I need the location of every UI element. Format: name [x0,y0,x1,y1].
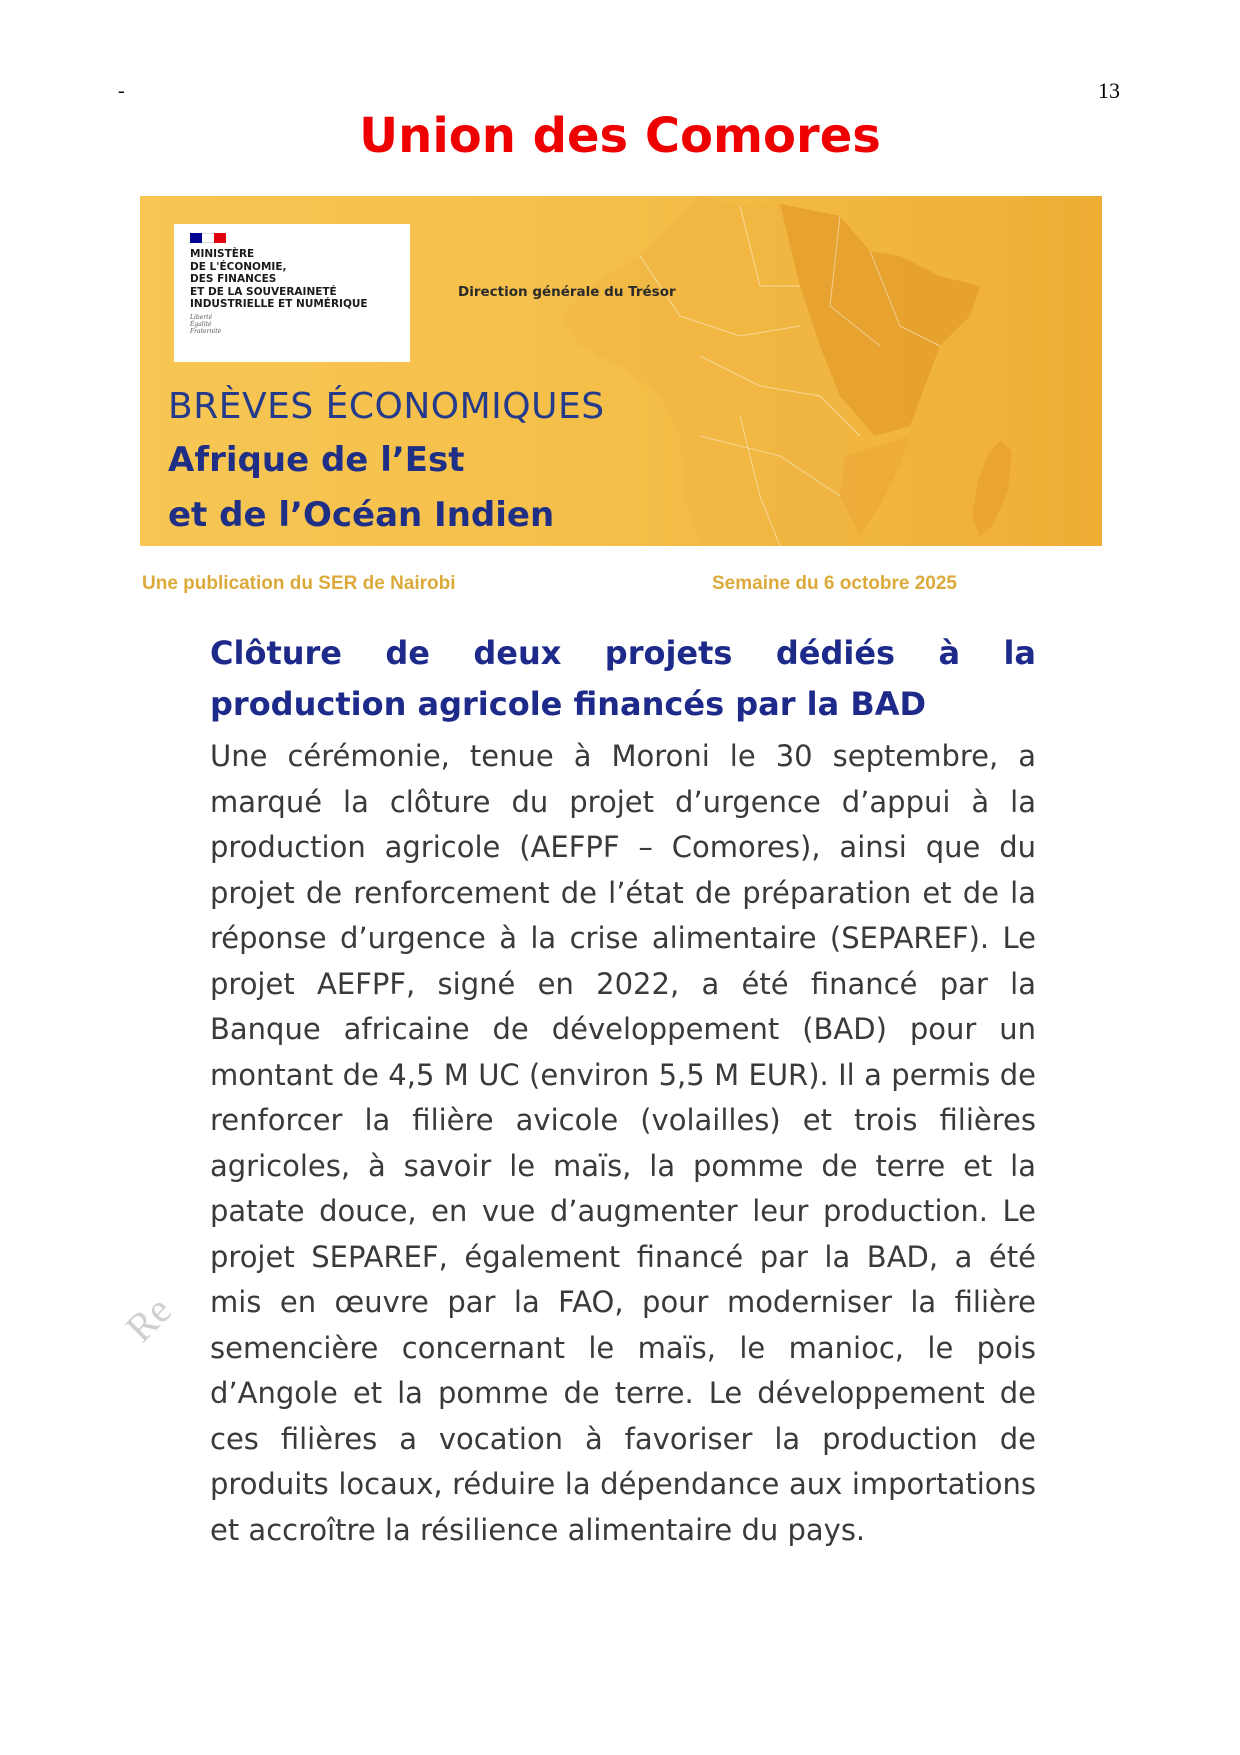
publication-week: Semaine du 6 octobre 2025 [712,573,957,594]
ministry-name: MINISTÈRE DE L'ÉCONOMIE, DES FINANCES ET DE LA SOUVERAINETÉ INDUSTRIELLE ET NUMÉRIQUE [190,248,368,310]
direction-label: Direction générale du Trésor [458,284,676,300]
flag-stripe-red [214,233,226,243]
republic-motto: Liberté Égalité Fraternité [190,314,222,335]
page-title: Union des Comores [359,108,881,164]
article [210,628,1036,1553]
french-flag-icon [190,233,226,243]
region-line-1: Afrique de l’Est [168,440,465,480]
flag-stripe-white [202,233,214,243]
watermark-text: Re [116,1287,180,1351]
header-dash: - [118,80,125,102]
article-body: Une cérémonie, tenue à Moroni le 30 septembre, a marqué la clôture du projet d’urgence d’appui à la production agricole (AEFPF – Comores), ainsi que du projet de renforcement de l’état de préparation et de la réponse d’urgence à la crise alimentaire (SEPAREF). Le projet AEFPF, signé en 2022, a été financé par la Banque africaine de développement (BAD) pour un montant de 4,5 M UC (environ 5,5 M EUR). Il a permis de renforcer la filière avicole (volailles) et trois filières agricoles, à savoir le maïs, la pomme de terre et la patate douce, en vue d’augmenter leur production. Le projet SEPAREF, également financé par la BAD, a été mis en œuvre par la FAO, pour moderniser la filière semencière concernant le maïs, le manioc, le pois d’Angole et la pomme de terre. Le développement de ces filières a vocation à favoriser la production de produits locaux, réduire la dépendance aux importations et accroître la résilience alimentaire du pays. [210,739,1036,1547]
series-title: BRÈVES ÉCONOMIQUES [168,386,605,427]
region-line-2: et de l’Océan Indien [168,495,555,535]
flag-stripe-blue [190,233,202,243]
page-number: 13 [1098,78,1120,103]
ministry-logo-box [174,224,410,362]
article-title: Clôture de deux projets dédiés à la production agricole financés par la BAD [210,634,1036,723]
breves-banner [140,196,1102,546]
publication-source: Une publication du SER de Nairobi [142,573,456,594]
